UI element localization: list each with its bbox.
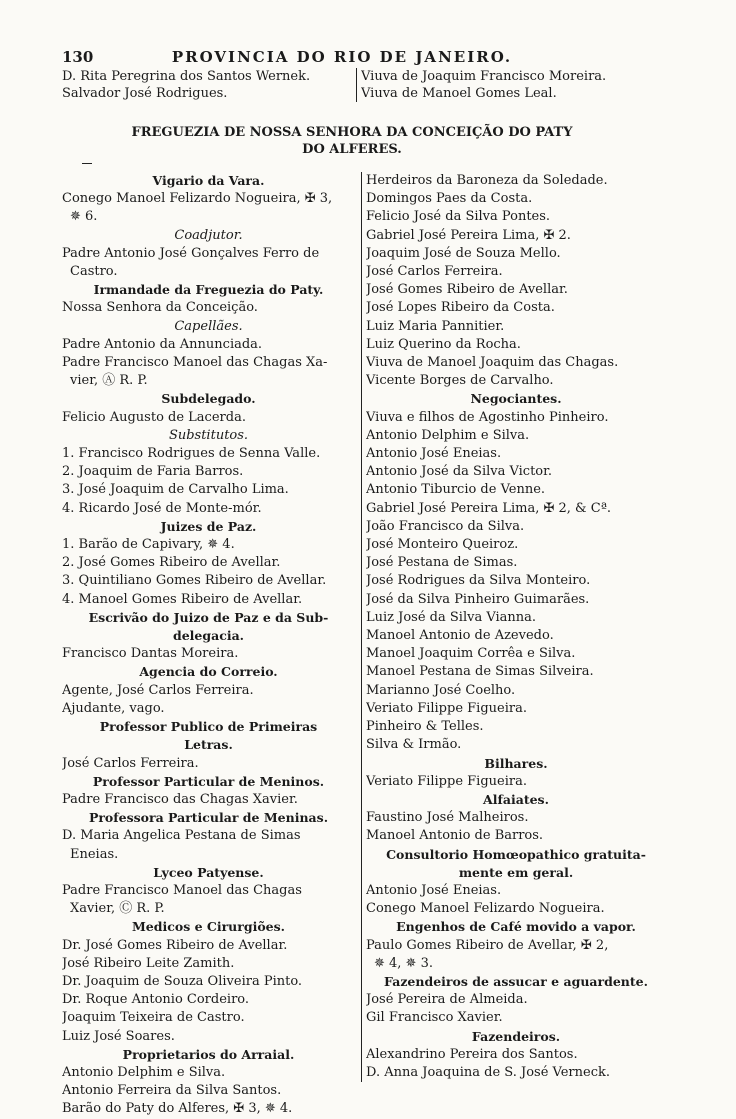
list-item: Manoel Antonio de Barros. bbox=[366, 828, 544, 844]
list-item: ✵ 4, ✵ 3. bbox=[374, 955, 433, 971]
category-heading: Proprietarios do Arraial. bbox=[122, 1046, 295, 1062]
list-item: Silva & Irmão. bbox=[366, 737, 462, 753]
list-item: José Monteiro Queiroz. bbox=[366, 537, 519, 553]
list-item: Padre Francisco Manoel das Chagas bbox=[62, 882, 302, 898]
category-heading: Professor Publico de Primeiras bbox=[99, 719, 318, 735]
list-item: Xavier, Ⓒ R. P. bbox=[70, 901, 165, 917]
category-heading: Fazendeiros de assucar e aguardente. bbox=[384, 973, 648, 989]
list-item: Antonio José Eneias. bbox=[366, 446, 502, 462]
subcategory-heading: Capellães. bbox=[174, 318, 243, 334]
list-item: José da Silva Pinheiro Guimarães. bbox=[366, 591, 590, 607]
list-item: Felicio José da Silva Pontes. bbox=[366, 209, 551, 225]
list-item: Felicio Augusto de Lacerda. bbox=[62, 409, 246, 425]
page-number: 130 bbox=[62, 48, 94, 66]
list-item: José Pereira de Almeida. bbox=[366, 992, 528, 1008]
subcategory-heading: Coadjutor. bbox=[174, 227, 243, 243]
list-item: Castro. bbox=[70, 264, 118, 280]
list-item: Manoel Pestana de Simas Silveira. bbox=[366, 664, 594, 680]
list-item: Dr. José Gomes Ribeiro de Avellar. bbox=[62, 937, 288, 953]
category-heading: Engenhos de Café movido a vapor. bbox=[396, 919, 636, 935]
list-item: Pinheiro & Telles. bbox=[366, 719, 484, 735]
list-item: Dr. Roque Antonio Cordeiro. bbox=[62, 992, 250, 1008]
list-item: Salvador José Rodrigues. bbox=[62, 86, 228, 101]
category-heading: Letras. bbox=[184, 737, 233, 753]
list-item: Luiz José da Silva Vianna. bbox=[366, 609, 537, 625]
category-heading: Juizes de Paz. bbox=[160, 518, 257, 534]
list-item: Ajudante, vago. bbox=[62, 700, 165, 716]
list-item: Alexandrino Pereira dos Santos. bbox=[366, 1046, 578, 1062]
list-item: Antonio Tiburcio de Venne. bbox=[366, 482, 546, 498]
category-heading: Bilhares. bbox=[484, 755, 548, 771]
list-item: 3. Quintiliano Gomes Ribeiro de Avellar. bbox=[62, 573, 327, 589]
list-item: Eneias. bbox=[70, 846, 119, 862]
category-heading: Negociantes. bbox=[470, 391, 562, 407]
category-heading: delegacia. bbox=[172, 628, 245, 644]
list-item: Manoel Antonio de Azevedo. bbox=[366, 628, 554, 644]
right-column bbox=[361, 172, 666, 1082]
list-item: José Pestana de Simas. bbox=[366, 555, 518, 571]
top-continuation bbox=[62, 68, 672, 108]
list-item: Antonio Delphim e Silva. bbox=[366, 427, 530, 443]
category-heading: Subdelegado. bbox=[161, 391, 256, 407]
list-item: José Gomes Ribeiro de Avellar. bbox=[366, 282, 568, 298]
list-item: 2. Joaquim de Faria Barros. bbox=[62, 464, 244, 480]
category-heading: Medicos e Cirurgiões. bbox=[131, 919, 286, 935]
list-item: ✵ 6. bbox=[70, 209, 98, 225]
list-item: Viuva de Joaquim Francisco Moreira. bbox=[361, 69, 607, 84]
list-item: Veriato Filippe Figueira. bbox=[366, 700, 527, 716]
list-item: 3. José Joaquim de Carvalho Lima. bbox=[62, 482, 289, 498]
section-title-line-1: FREGUEZIA DE NOSSA SENHORA DA CONCEIÇÃO DO PATY bbox=[131, 125, 573, 140]
page-title: PROVINCIA DO RIO DE JANEIRO. bbox=[171, 48, 513, 66]
list-item: Agente, José Carlos Ferreira. bbox=[62, 682, 254, 698]
category-heading: mente em geral. bbox=[458, 864, 574, 880]
list-item: Gabriel José Pereira Lima, ✠ 2. bbox=[366, 227, 571, 243]
category-heading: Alfaiates. bbox=[483, 791, 549, 807]
list-item: 2. José Gomes Ribeiro de Avellar. bbox=[62, 555, 281, 571]
list-item: Faustino José Malheiros. bbox=[366, 810, 529, 826]
list-item: Joaquim José de Souza Mello. bbox=[366, 245, 561, 261]
list-item: Dr. Joaquim de Souza Oliveira Pinto. bbox=[62, 973, 303, 989]
list-item: Joaquim Teixeira de Castro. bbox=[62, 1010, 245, 1026]
list-item: 4. Ricardo José de Monte-mór. bbox=[62, 500, 262, 516]
list-item: José Carlos Ferreira. bbox=[366, 264, 503, 280]
list-item: Antonio José Eneias. bbox=[366, 882, 502, 898]
divider bbox=[82, 163, 92, 164]
list-item: Padre Antonio da Annunciada. bbox=[62, 336, 263, 352]
list-item: Luiz Querino da Rocha. bbox=[366, 336, 521, 352]
section-title-line-2: DO ALFERES. bbox=[302, 142, 402, 157]
left-column bbox=[62, 172, 355, 1119]
list-item: Francisco Dantas Moreira. bbox=[62, 646, 239, 662]
list-item: Luiz José Soares. bbox=[62, 1028, 175, 1044]
section-title bbox=[62, 124, 642, 158]
category-heading: Consultorio Homœopathico gratuita- bbox=[386, 846, 646, 862]
category-heading: Agencia do Correio. bbox=[139, 664, 278, 680]
list-item: José Lopes Ribeiro da Costa. bbox=[366, 300, 555, 316]
list-item: José Rodrigues da Silva Monteiro. bbox=[366, 573, 591, 589]
top-continuation-left bbox=[62, 68, 352, 102]
list-item: 4. Manoel Gomes Ribeiro de Avellar. bbox=[62, 591, 303, 607]
list-item: Manoel Joaquim Corrêa e Silva. bbox=[366, 646, 576, 662]
list-item: Conego Manoel Felizardo Nogueira. bbox=[366, 901, 605, 917]
list-item: Veriato Filippe Figueira. bbox=[366, 773, 527, 789]
list-item: D. Maria Angelica Pestana de Simas bbox=[62, 828, 301, 844]
list-item: Herdeiros da Baroneza da Soledade. bbox=[366, 173, 608, 188]
list-item: Conego Manoel Felizardo Nogueira, ✠ 3, bbox=[62, 191, 333, 207]
list-item: Padre Antonio José Gonçalves Ferro de bbox=[62, 245, 320, 261]
list-item: vier, Ⓐ R. P. bbox=[70, 373, 148, 389]
list-item: Gil Francisco Xavier. bbox=[366, 1010, 503, 1026]
list-item: Antonio Delphim e Silva. bbox=[62, 1064, 226, 1080]
list-item: Gabriel José Pereira Lima, ✠ 2, & Cª. bbox=[366, 500, 612, 516]
list-item: Padre Francisco das Chagas Xavier. bbox=[62, 791, 298, 807]
list-item: Padre Francisco Manoel das Chagas Xa- bbox=[62, 355, 328, 371]
category-heading: Professor Particular de Meninos. bbox=[92, 773, 325, 789]
list-item: Paulo Gomes Ribeiro de Avellar, ✠ 2, bbox=[366, 937, 609, 953]
list-item: Antonio Ferreira da Silva Santos. bbox=[62, 1083, 282, 1099]
list-item: 1. Barão de Capivary, ✵ 4. bbox=[62, 537, 235, 553]
list-item: João Francisco da Silva. bbox=[366, 518, 525, 534]
category-heading: Fazendeiros. bbox=[471, 1028, 561, 1044]
list-item: Viuva de Manoel Gomes Leal. bbox=[361, 86, 557, 101]
category-heading: Vigario da Vara. bbox=[152, 173, 265, 188]
category-heading: Irmandade da Freguezia do Paty. bbox=[93, 282, 324, 298]
page-header bbox=[62, 48, 622, 70]
subcategory-heading: Substitutos. bbox=[168, 427, 249, 443]
top-continuation-right bbox=[356, 68, 661, 102]
list-item: 1. Francisco Rodrigues de Senna Valle. bbox=[62, 446, 321, 462]
category-heading: Escrivão do Juizo de Paz e da Sub- bbox=[88, 609, 329, 625]
list-item: D. Rita Peregrina dos Santos Wernek. bbox=[62, 69, 311, 84]
category-heading: Professora Particular de Meninas. bbox=[88, 810, 329, 826]
list-item: Barão do Paty do Alferes, ✠ 3, ✵ 4. bbox=[62, 1101, 293, 1117]
list-item: D. Anna Joaquina de S. José Verneck. bbox=[366, 1064, 610, 1080]
list-item: Marianno José Coelho. bbox=[366, 682, 516, 698]
list-item: Nossa Senhora da Conceição. bbox=[62, 300, 258, 316]
list-item: Viuva e filhos de Agostinho Pinheiro. bbox=[366, 409, 609, 425]
list-item: Luiz Maria Pannitier. bbox=[366, 318, 505, 334]
list-item: Domingos Paes da Costa. bbox=[366, 191, 533, 207]
list-item: Antonio José da Silva Victor. bbox=[366, 464, 553, 480]
list-item: Vicente Borges de Carvalho. bbox=[366, 373, 554, 389]
list-item: José Carlos Ferreira. bbox=[62, 755, 199, 771]
list-item: Viuva de Manoel Joaquim das Chagas. bbox=[366, 355, 619, 371]
category-heading: Lyceo Patyense. bbox=[153, 864, 264, 880]
list-item: José Ribeiro Leite Zamith. bbox=[62, 955, 235, 971]
